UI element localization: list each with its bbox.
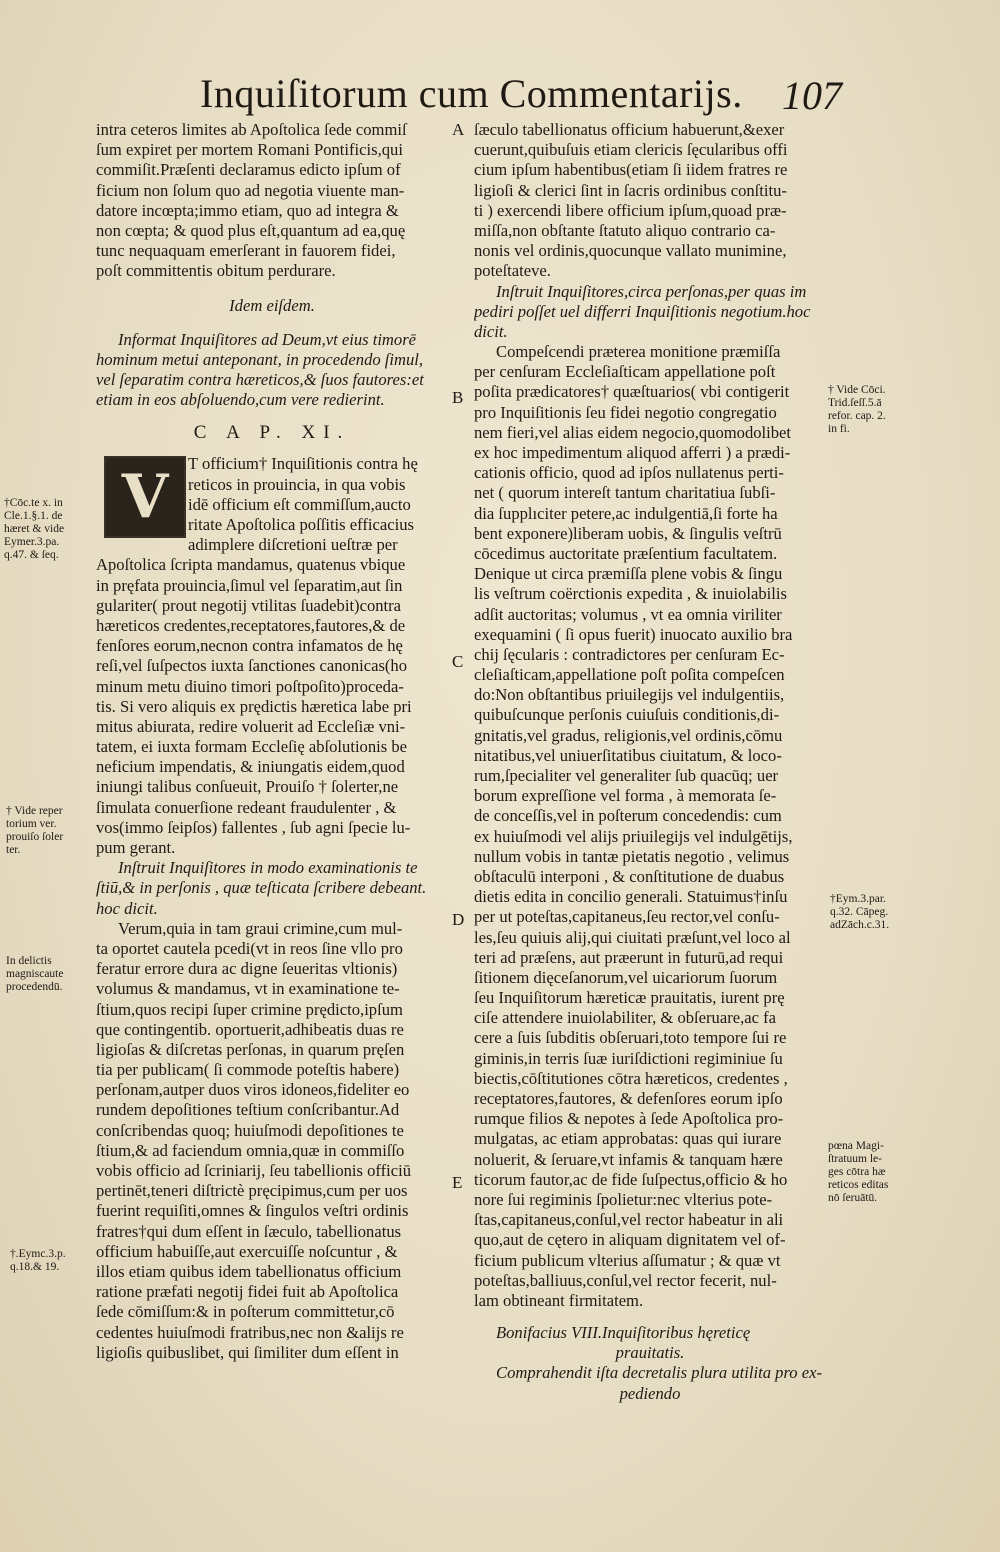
text-line: vobis officio ad ſcriniarij, ſeu tabellionis officiū [96, 1161, 412, 1180]
text-line: poteſtas,balliuus,conſul,vel rector fecerit, nul- [474, 1270, 777, 1290]
text-line: Apoſtolica ſcripta mandamus, quatenus vbique [96, 555, 406, 575]
text-line: ligioſi & clerici ſint in ſacris ordinibus conſtitu- [474, 180, 787, 200]
text-line: ritate Apoſtolica poſſitis efficacius [188, 515, 414, 534]
margin-note-line: † Vide reper [6, 805, 63, 817]
text-line: receptatores,fautores, & defenſores eorum ipſo [474, 1089, 783, 1108]
text-line: rumque filios & nepotes à ſede Apoſtolica pro- [474, 1109, 784, 1129]
text-line: illos etiam quibus idem tabellionatus officium [96, 1261, 402, 1281]
text-line: fratres†qui dum eſſent in ſæculo, tabellionatus [96, 1221, 402, 1241]
summary-instruit-examinationis [96, 858, 448, 919]
text-line: Bonifacius VIII.Inquiſitoribus hęreticę [496, 1323, 751, 1343]
margin-note-line: ter. [6, 844, 21, 856]
left-paragraph-3 [96, 919, 448, 1363]
running-head-title: Inquiſitorum cum Commentarijs. [200, 71, 743, 116]
text-line: fuerint requiſiti,omnes & ſingulos veſtri ordinis [96, 1201, 409, 1221]
margin-note-repertorium [6, 805, 63, 857]
margin-note-line: nō ſeruātū. [828, 1192, 878, 1204]
section-letter-a: A [452, 120, 465, 139]
text-line: Verum,quia in tam graui crimine,cum mul- [118, 918, 403, 938]
margin-note-line: †Cōc.te x. in [4, 497, 63, 509]
margin-note-line: torium ver. [6, 818, 57, 830]
margin-note-line: †Eym.3.par. [830, 893, 886, 905]
text-line: poteſtateve. [474, 261, 551, 281]
text-line: pediri poſſet uel differri Inquiſitionis negotium.hoc [474, 301, 811, 321]
margin-note-line: q.47. & ſeq. [4, 549, 59, 561]
section-letter-d: D [452, 910, 465, 929]
margin-note-line: adZāch.c.31. [830, 919, 890, 931]
margin-note-line: †.Eymc.3.p. [10, 1248, 66, 1260]
text-line: reſi,vel ſuſpectos iuxta ſanctiones canonicas(ho [96, 656, 408, 676]
margin-note-tridentinum [828, 384, 886, 436]
text-line: minum metu diuino timori poſtpoſito)proceda- [96, 676, 404, 696]
text-line: tunc nequaquam emerſerant in fauorem fidei, [96, 241, 396, 261]
text-line: ſtium,& ad faciendum omnia,quæ in commiſſo [96, 1140, 405, 1160]
text-line: ti ) exercendi libere officium ipſum,quoad præ- [474, 200, 787, 220]
text-line: etiam in eos abſoluendo,cum vere redierint. [96, 390, 385, 410]
text-line: net ( quorum intereſt tantum charitatiua ſubſi- [474, 483, 776, 503]
margin-note-line: Eymer.3.pa. [4, 536, 60, 548]
text-line: nem fieri,vel alias eidem negocio,quomodolibet [474, 422, 792, 442]
chapter-opening [96, 454, 448, 555]
text-line: Compeſcendi præterea monitione præmiſſa [496, 342, 781, 362]
left-paragraph-1 [96, 120, 448, 282]
text-line: neficium impendatis, & iniungatis eidem,quod [96, 757, 405, 777]
text-line: ligioſas & diſcretas perſonas, in quarum pręſen [96, 1039, 405, 1059]
margin-note-line: refor. cap. 2. [828, 410, 886, 422]
margin-note-eym-campeg [830, 893, 889, 932]
text-line: hoc dicit. [96, 898, 158, 918]
text-line: ſum expiret per mortem Romani Pontificis,qui [96, 140, 403, 160]
text-line: ſtiū,& in perſonis , quæ teſticata ſcribere debeant. [96, 878, 427, 898]
text-line: mulgatas, ac etiam approbatas: quas qui iurare [474, 1129, 782, 1149]
margin-note-concilium [4, 497, 64, 562]
text-line: poſt committentis obitum perdurare. [96, 261, 336, 281]
text-line: dia ſupplıciter petere,ac indulgentiā,ſi forte ha [474, 503, 778, 523]
text-line: conſcribendas quoq; huiuſmodi depoſitiones te [96, 1120, 404, 1140]
text-line: reticos in prouincia, in qua vobis [188, 474, 406, 494]
text-line: vos(immo ſeipſos) fallentes , ſub agni ſpecie lu- [96, 817, 411, 837]
text-line: lam obtineant firmitatem. [474, 1290, 644, 1310]
text-line: ticorum fautor,ac de fide ſuſpectus,officio & ho [474, 1169, 788, 1189]
margin-note-line: q.32. Cāpeg. [830, 906, 889, 918]
margin-note-line: in fi. [828, 423, 850, 435]
text-line: ſitionem dięceſanorum,vel uicariorum ſuorum [474, 967, 778, 987]
summary-informat [96, 330, 448, 411]
text-line: Denique ut circa præmiſſa plene vobis & ſingu [474, 564, 783, 584]
text-line: Informat Inquiſitores ad Deum,vt eius timorē [118, 329, 417, 349]
text-line: nullum vobis in tantæ pietatis negotio , velimus [474, 846, 790, 866]
text-line: cationis officio, quod ad ipſos nullatenus perti- [474, 463, 784, 483]
text-line: chij ſęcularis : contradictores per cenſuram Ec- [474, 644, 785, 664]
text-line: non cœpta; & quod plus eſt,quantum ad ea,quę [96, 220, 406, 240]
heading-bonifacius [474, 1323, 826, 1363]
text-line: Inſtruit Inquiſitores in modo examinationis te [118, 858, 418, 878]
text-line: pum gerant. [96, 838, 176, 857]
right-paragraph-1 [474, 120, 826, 282]
margin-note-line: reticos editas [828, 1179, 889, 1191]
text-line: tia per publicam( ſi commode poteſtis habere) [96, 1060, 400, 1080]
margin-note-line: Trid.ſeſſ.5.ā [828, 397, 882, 409]
right-paragraph-2 [474, 342, 826, 1311]
text-line: obſtaculū interponi , & conſtitutione de duabus [474, 866, 785, 886]
margin-note-line: † Vide Cōci. [828, 384, 886, 396]
margin-note-line: ſtratuum le- [828, 1153, 882, 1165]
text-line: ta oportet cautela pcedi(vt in reos ſine vllo pro [96, 938, 403, 958]
text-line: in pręfata prouincia,ſimul vel ſeparatim,aut ſin [96, 575, 403, 595]
decorated-initial-letter: V [104, 456, 186, 538]
text-line: intra ceteros limites ab Apoſtolica ſede commiſ [96, 120, 407, 139]
text-line: idē officium eſt commiſſum,aucto [188, 494, 411, 514]
text-line: cuerunt,quibuſuis etiam clericis ſęcularibus offi [474, 140, 788, 160]
text-line: cleſiaſticam,appellatione poſt poſita compeſcen [474, 665, 785, 685]
text-line: ſtium,quos recipi ſuper crimine prędicto,ipſum [96, 999, 403, 1019]
margin-note-line: pœna Magi- [828, 1140, 884, 1152]
summary-comprahendit [474, 1363, 826, 1403]
text-line: hæreticos credentes,receptatores,fautores,& de [96, 615, 406, 635]
text-line: pro Inquiſitionis ſeu fidei negotio congregatio [474, 402, 777, 422]
text-line: nonis vel ordinis,quocunque vallato munimine, [474, 241, 787, 261]
text-line: tatem, ei iuxta formam Eccleſię abſolutionis be [96, 737, 408, 757]
margin-note-line: In delictis [6, 955, 52, 967]
text-line: Comprahendit iſta decretalis plura utilita pro ex- [496, 1363, 823, 1383]
text-line: iniungi talibus conſueuit, Prouiſo † ſolerter,ne [96, 777, 399, 797]
text-line: hominum metui anteponant, in procedendo ſimul, [96, 349, 424, 369]
text-line: ex hoc impedimentum aliquod afferri ) a prædi- [474, 443, 791, 462]
text-line: feratur errore dura ac digne ſeueritas vltionis) [96, 959, 398, 979]
heading-idem-eisdem: Idem eiſdem. [229, 295, 315, 315]
text-line: gulariter( prout negotij vtilitas ſuadebit)contra [96, 595, 402, 615]
text-line: lis veſtrum coërctionis expedita , & inuiolabilis [474, 584, 787, 604]
text-line: rundem depoſitiones teſtium conſcribantur.Ad [96, 1100, 400, 1120]
text-line: nitatibus,vel uniuerſitatibus ciuitatum, & loco- [474, 745, 782, 765]
text-line: pertinēt,teneri diſtrictè pręcipimus,cum per uos [96, 1181, 408, 1201]
text-line: dietis edita in concilio generali. Statuimus†inſu [474, 887, 788, 907]
text-line: tis. Si vero aliquis ex prędictis hæretica labe pri [96, 696, 412, 716]
text-line: fenſores eorum,necnon contra infamatos de hę [96, 636, 403, 656]
margin-note-line: ges cōtra hæ [828, 1166, 886, 1178]
left-column [96, 120, 448, 1363]
margin-note-line: procedendū. [6, 981, 63, 993]
text-line: per cenſuram Eccleſiaſticam appellatione poſt [474, 362, 776, 382]
text-line: gnitatis,vel gradus, religionis,vel ordinis,cōmu [474, 725, 783, 745]
text-line: cedentes huiuſmodi fratribus,nec non &alijs re [96, 1322, 404, 1342]
text-line: dicit. [474, 321, 508, 341]
chapter-heading: C A P. XI. [193, 422, 351, 444]
text-line: volumus & mandamus, vt in examinatione te- [96, 979, 400, 999]
text-line: perſonam,autper duos viros idoneos,fideliter eo [96, 1080, 410, 1100]
left-paragraph-2 [96, 555, 448, 858]
text-line: prauitatis. [615, 1343, 685, 1363]
text-line: ſimulata conuerſione redeant fraudulenter , & [96, 797, 397, 817]
text-line: borum expreſſione vel forma , à memorata ſe- [474, 786, 777, 806]
margin-note-line: magniscaute [6, 968, 64, 980]
text-line: adſit auctoritas; volumus , vt ea omnia viriliter [474, 604, 782, 624]
text-line: ſede cōmiſſum:& in poſterum committetur,cō [96, 1302, 395, 1322]
text-line: bent exponere)liberam uobis, & ſingulis veſtrū [474, 523, 782, 543]
text-line: quo,aut de cętero in aliquam dignitatem vel of- [474, 1230, 786, 1250]
text-line: ficium publicum vlterius aſſumatur ; & quæ vt [474, 1250, 781, 1270]
text-line: pediendo [619, 1383, 681, 1403]
text-line: do:Non obſtantibus priuilegijs vel indulgentiis, [474, 685, 785, 705]
text-line: Inſtruit Inquiſitores,circa perſonas,per quas im [496, 281, 807, 301]
text-line: vel ſeparatim contra hæreticos,& ſuos fautores:et [96, 370, 424, 390]
text-line: miſſa,non obſtante ſtatuto aliquo contrario ca- [474, 220, 776, 240]
text-line: officium habuiſſe,aut exercuiſſe noſcuntur , & [96, 1241, 398, 1261]
text-line: cere a ſuis ſubditis obſeruari,toto tempore ſui re [474, 1028, 787, 1048]
text-line: commiſit.Præſenti declaramus edicto ipſum of [96, 160, 401, 180]
section-letter-b: B [452, 388, 464, 407]
text-line: rum,ſpecialiter vel generaliter ſub quacūq; uer [474, 766, 779, 785]
text-line: nore ſui regiminis ſpolietur:nec vlterius pote- [474, 1189, 773, 1209]
text-line: cium ipſum habentibus(etiam ſi iidem fratres re [474, 160, 788, 180]
text-line: de conceſſis,vel in poſterum concedendis: cum [474, 806, 782, 826]
section-letter-c: C [452, 652, 464, 671]
text-line: ſæculo tabellionatus officium habuerunt,&exer [474, 120, 785, 139]
text-line: T officium† Inquiſitionis contra hę [188, 454, 418, 474]
text-line: giminis,in terris ſuæ iuriſdictioni regiminiue ſu [474, 1048, 783, 1068]
text-line: ciſe attendere inuiolabiliter, & obſeruare,ac fa [474, 1008, 777, 1028]
text-line: ſeu Inquiſitorum hæreticæ prauitatis, iurent prę [474, 988, 785, 1008]
text-line: que contingentib. oportuerit,adhibeatis duas re [96, 1019, 404, 1039]
text-line: exequamini ( ſi opus fuerit) inuocato auxilio bra [474, 624, 793, 644]
text-line: poſita prædicatores† quæſtuarios( vbi contigerit [474, 382, 790, 402]
text-line: ex huiuſmodi vel alijs priuilegijs vel indulgētijs, [474, 826, 793, 846]
text-line: ficium non ſolum quo ad negotia viuente man- [96, 180, 405, 200]
margin-note-line: q.18.& 19. [10, 1261, 60, 1273]
text-line: biectis,cōſtitutiones cōtra hæreticos, credentes , [474, 1068, 788, 1088]
text-line: mitus abiurata, redire voluerit ad Eccleſiæ vni- [96, 716, 406, 736]
summary-instruit-personas [474, 282, 826, 343]
text-line: ratione præfati negotij fidei fuit ab Apoſtolica [96, 1282, 399, 1302]
section-letter-e: E [452, 1173, 463, 1192]
margin-note-line: Cle.1.§.1. de [4, 510, 63, 522]
text-line: quibuſcunque perſonis cuiuſuis conditionis,di- [474, 705, 780, 725]
margin-note-in-delictis [6, 955, 63, 994]
margin-note-line: prouiſo ſoler [6, 831, 64, 843]
right-column [474, 120, 826, 1404]
text-line: per ut poteſtas,capitaneus,ſeu rector,vel conſu- [474, 907, 780, 927]
margin-note-line: hæret & vide [4, 523, 65, 535]
text-line: adimplere diſcretioni ueſtræ per [188, 535, 398, 555]
folio-number: 107 [782, 73, 842, 118]
text-line: ligioſis quibuslibet, qui ſimiliter dum eſſent in [96, 1342, 399, 1362]
margin-note-poena [828, 1140, 888, 1205]
text-line: cōcedimus auctoritate præſentium facultatem. [474, 543, 778, 563]
text-line: datore incœpta;immo etiam, quo ad integra & [96, 200, 399, 220]
text-line: teri ad præſens, aut præerunt in futurū,ad requi [474, 947, 784, 967]
text-line: ſtas,capitaneus,conſul,vel rector habeatur in ali [474, 1210, 784, 1230]
text-line: les,ſeu quiuis alij,qui ciuitati præſunt,vel loco al [474, 927, 791, 947]
margin-note-eymeric [10, 1248, 66, 1274]
text-line: noluerit, & ſeruare,vt infamis & tanquam hære [474, 1149, 783, 1169]
